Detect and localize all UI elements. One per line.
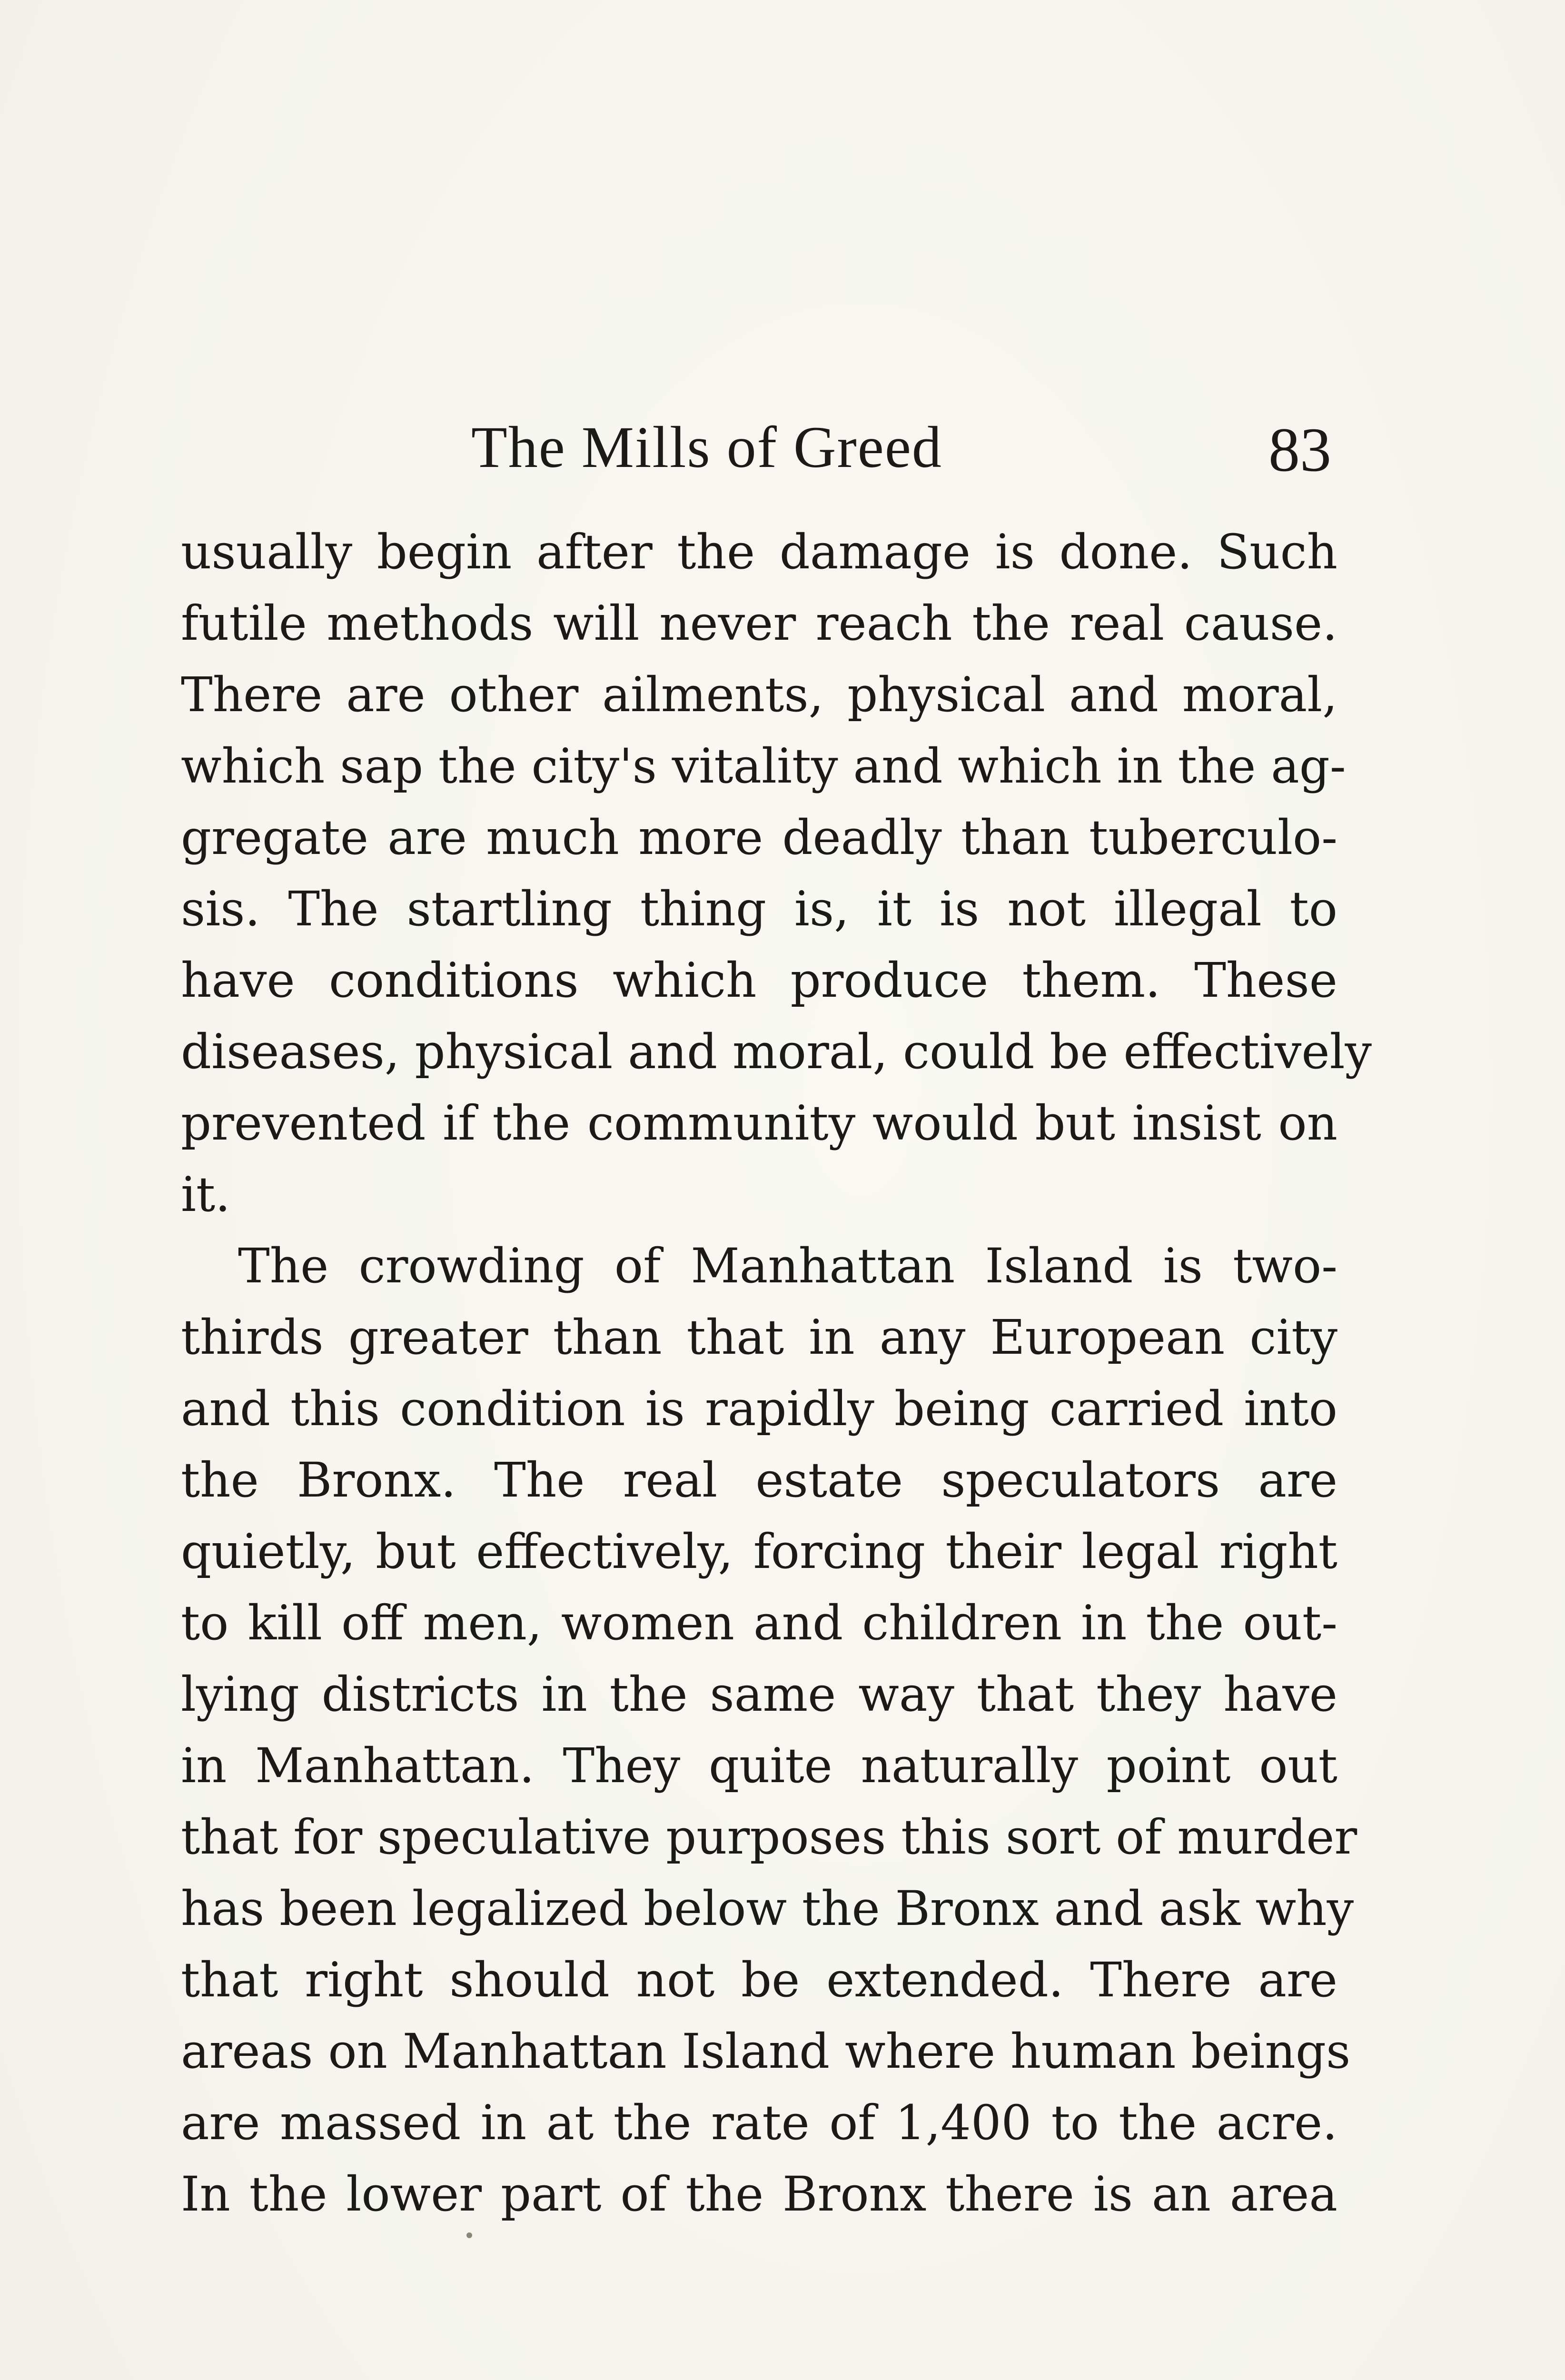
text-line: and this condition is rapidly being carried into <box>181 1381 1337 1437</box>
page-header <box>0 409 1565 486</box>
text-line: thirds greater than that in any European city <box>181 1309 1337 1365</box>
text-line: usually begin after the damage is done. Such <box>181 524 1337 580</box>
paragraph-start-line: The crowding of Manhattan Island is two- <box>238 1238 1337 1294</box>
text-line: gregate are much more deadly than tuberculo- <box>181 810 1337 865</box>
text-line: sis. The startling thing is, it is not illegal to <box>181 881 1337 937</box>
text-line: futile methods will never reach the real cause. <box>181 595 1337 651</box>
running-title: The Mills of Greed <box>471 415 942 480</box>
text-line: are massed in at the rate of 1,400 to the acre. <box>181 2095 1337 2151</box>
text-line: quietly, but effectively, forcing their legal right <box>181 1524 1337 1579</box>
ink-speck <box>466 2232 472 2238</box>
text-line: In the lower part of the Bronx there is an area <box>181 2166 1337 2222</box>
text-line: which sap the city's vitality and which in the ag- <box>181 738 1346 794</box>
text-line: that for speculative purposes this sort of murder <box>181 1809 1357 1865</box>
text-line: that right should not be extended. There are <box>181 1952 1337 2008</box>
text-line: lying districts in the same way that they have <box>181 1666 1337 1722</box>
text-line: in Manhattan. They quite naturally point out <box>181 1738 1337 1794</box>
text-line: There are other ailments, physical and moral, <box>181 667 1337 723</box>
text-line: prevented if the community would but insist on <box>181 1095 1337 1151</box>
text-line: areas on Manhattan Island where human beings <box>181 2023 1351 2079</box>
text-line: diseases, physical and moral, could be effectively <box>181 1024 1372 1080</box>
text-line: have conditions which produce them. These <box>181 952 1337 1008</box>
paragraph-end-line: it. <box>181 1167 230 1222</box>
text-line: the Bronx. The real estate speculators are <box>181 1452 1337 1508</box>
text-line: to kill off men, women and children in the out- <box>181 1595 1337 1651</box>
page-number: 83 <box>1268 415 1331 485</box>
body-text <box>181 516 1372 2230</box>
text-line: has been legalized below the Bronx and ask why <box>181 1881 1354 1936</box>
